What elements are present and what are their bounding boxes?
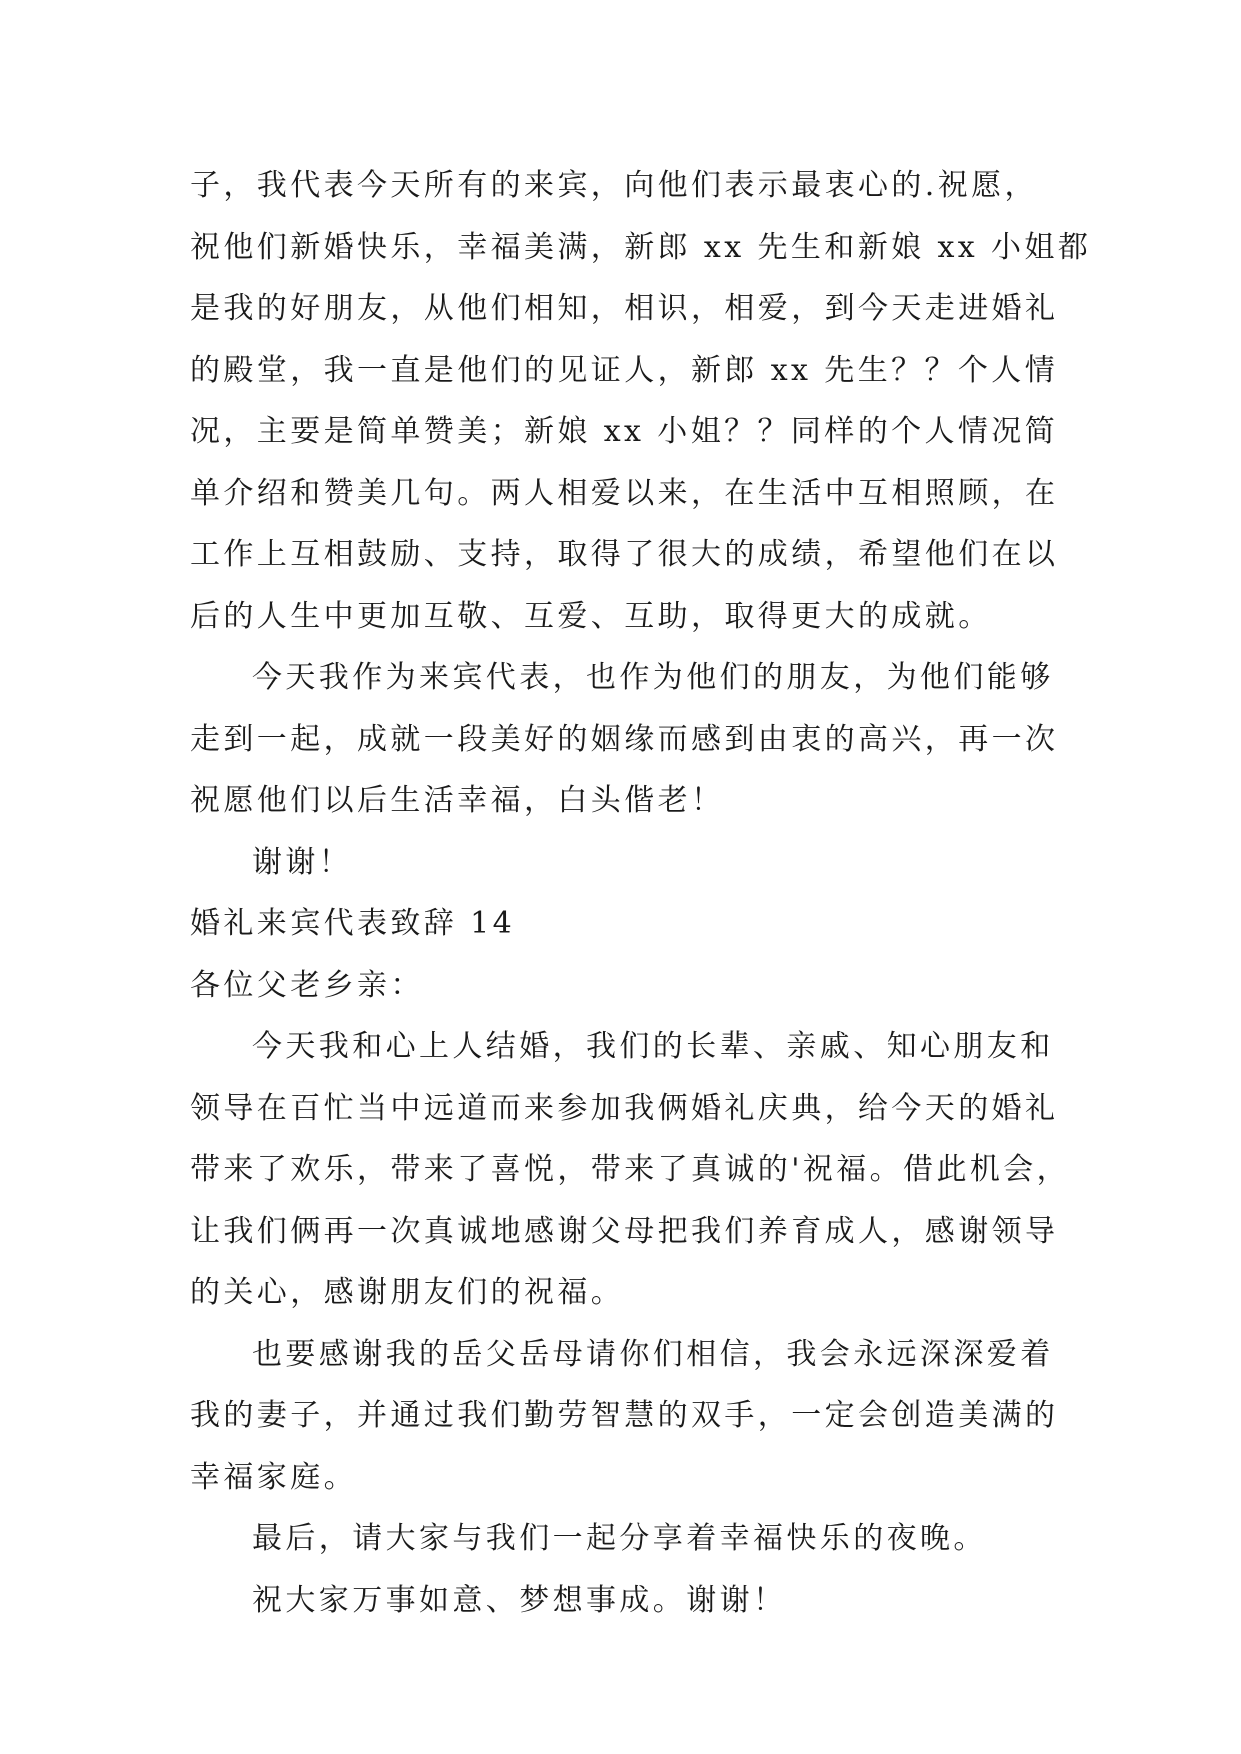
- text-line: 况，主要是简单赞美；新娘 xx 小姐？？同样的个人情况简: [190, 414, 1059, 449]
- paragraph-start-line: 今天我作为来宾代表，也作为他们的朋友，为他们能够: [252, 660, 1054, 695]
- section-heading: 婚礼来宾代表致辞 14: [190, 906, 516, 941]
- text-line: 是我的好朋友，从他们相知，相识，相爱，到今天走进婚礼: [190, 291, 1059, 326]
- text-line: 走到一起，成就一段美好的姻缘而感到由衷的高兴，再一次: [190, 721, 1059, 757]
- salutation: 各位父老乡亲：: [190, 967, 424, 1003]
- text-line: 的关心，感谢朋友们的祝福。: [190, 1275, 625, 1310]
- text-line: 领导在百忙当中远道而来参加我俩婚礼庆典，给今天的婚礼: [190, 1090, 1059, 1126]
- text-line: 的殿堂，我一直是他们的见证人，新郎 xx 先生？？个人情: [190, 352, 1059, 388]
- paragraph-start-line: 最后，请大家与我们一起分享着幸福快乐的夜晚。: [252, 1521, 987, 1556]
- text-line: 子，我代表今天所有的来宾，向他们表示最衷心的.祝愿，: [190, 168, 1038, 203]
- document-body: [190, 155, 1092, 1631]
- paragraph-start-line: 今天我和心上人结婚，我们的长辈、亲戚、知心朋友和: [252, 1029, 1054, 1064]
- text-line: 单介绍和赞美几句。两人相爱以来，在生活中互相照顾，在: [190, 475, 1059, 511]
- text-line: 我的妻子，并通过我们勤劳智慧的双手，一定会创造美满的: [190, 1398, 1059, 1433]
- text-line: 幸福家庭。: [190, 1459, 357, 1495]
- text-line: 让我们俩再一次真诚地感谢父母把我们养育成人，感谢领导: [190, 1213, 1059, 1249]
- closing-thanks: 谢谢！: [252, 844, 353, 880]
- text-line: 后的人生中更加互敬、互爱、互助，取得更大的成就。: [190, 598, 992, 634]
- text-line: 带来了欢乐，带来了喜悦，带来了真诚的'祝福。借此机会，: [190, 1152, 1071, 1187]
- paragraph-start-line: 也要感谢我的岳父岳母请你们相信，我会永远深深爱着: [252, 1336, 1054, 1372]
- text-line: 工作上互相鼓励、支持，取得了很大的成绩，希望他们在以: [190, 537, 1059, 572]
- closing-wish: 祝大家万事如意、梦想事成。谢谢！: [252, 1582, 787, 1618]
- text-line: 祝他们新婚快乐，幸福美满，新郎 xx 先生和新娘 xx 小姐都: [190, 229, 1092, 265]
- text-line: 祝愿他们以后生活幸福，白头偕老！: [190, 783, 725, 818]
